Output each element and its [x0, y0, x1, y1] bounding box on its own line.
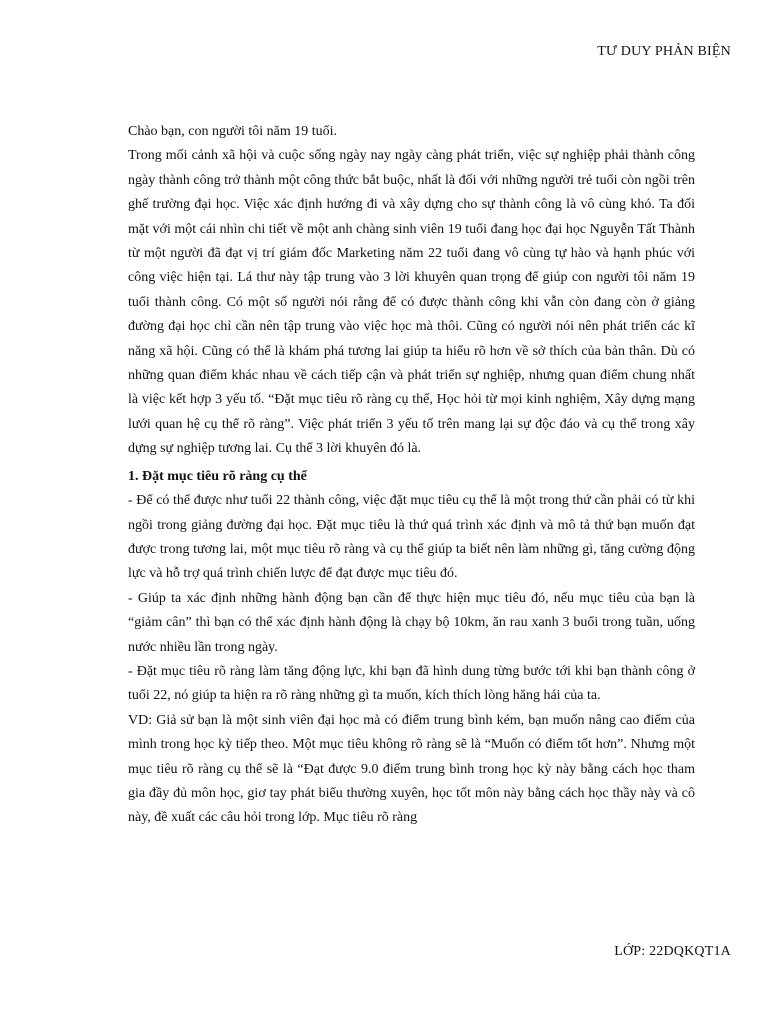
section-heading: 1. Đặt mục tiêu rõ ràng cụ thể	[128, 468, 307, 484]
intro-paragraph: Trong mối cảnh xã hội và cuộc sống ngày nay ngày càng phát triển, việc sự nghiệp phải thành công ngày thành công trở thành một công thức bắt buộc, nhất là đối với những người trẻ tuổi còn ngồi trên ghế trường đại học. Việc xác định hướng đi và xây dựng cho sự thành công là vô cùng khó. Ta đối mặt với một cái nhìn chi tiết về một anh chàng sinh viên 19 tuổi đang học đại học Nguyễn Tất Thành từ một người đã đạt vị trí giám đốc Marketing năm 22 tuổi đang vô cùng tự hào và hạnh phúc với công việc hiện tại. Lá thư này tập trung vào 3 lời khuyên quan trọng để giúp con người tôi năm 19 tuổi thành công. Có một số người nói rằng để có được thành công khi vẫn còn đang còn ở giảng đường đại học chỉ cần nên tập trung vào việc học mà thôi. Cũng có người nói nên phát triển các kĩ năng xã hội. Cũng có thể là khám phá tương lai giúp ta hiểu rõ hơn về sở thích của bản thân. Dù có những quan điểm khác nhau về cách tiếp cận và phát triển sự nghiệp, nhưng quan điểm chung nhất là việc kết hợp 3 yếu tố. “Đặt mục tiêu rõ ràng cụ thể, Học hỏi từ mọi kinh nghiệm, Xây dựng mạng lưới quan hệ cụ thể rõ ràng”. Việc phát triển 3 yếu tố trên mang lại sự độc đáo và cụ thể trong xây dựng sự nghiệp tương lai. Cụ thể 3 lời khuyên đó là.	[128, 148, 695, 457]
footer-class-label: LỚP: 22DQKQT1A	[614, 944, 731, 959]
example-paragraph: VD: Giả sử bạn là một sinh viên đại học mà có điểm trung bình kém, bạn muốn nâng cao điểm của mình trong học kỳ tiếp theo. Một mục tiêu không rõ ràng sẽ là “Muốn có điểm tốt hơn”. Nhưng một mục tiêu rõ ràng cụ thể sẽ là “Đạt được 9.0 điểm trung bình trong học kỳ này bằng cách học tham gia đầy đủ môn học, giơ tay phát biểu thường xuyên, học tốt môn này bằng cách học thầy này và cô này, đề xuất các câu hỏi trong lớp. Mục tiêu rõ ràng	[128, 712, 695, 826]
bullet-paragraph: - Giúp ta xác định những hành động bạn cần để thực hiện mục tiêu đó, nếu mục tiêu của bạn là “giảm cân” thì bạn có thể xác định hành động là chạy bộ 10km, ăn rau xanh 3 buổi trong tuần, uống nước nhiều lần trong ngày.	[128, 590, 695, 655]
greeting-paragraph: Chào bạn, con người tôi năm 19 tuổi.	[128, 124, 338, 139]
bullet-paragraph: - Đặt mục tiêu rõ ràng làm tăng động lực, khi bạn đã hình dung từng bước tới khi bạn thành công ở tuổi 22, nó giúp ta hiện ra rõ ràng những gì ta muốn, kích thích lòng hăng hái của ta.	[128, 663, 695, 704]
header-title: TƯ DUY PHẢN BIỆN	[597, 44, 731, 59]
document-body	[128, 120, 695, 831]
bullet-paragraph: - Để có thể được như tuổi 22 thành công, việc đặt mục tiêu cụ thể là một trong thứ cần phải có từ khi ngồi trong giảng đường đại học. Đặt mục tiêu là thứ quá trình xác định và mô tả thứ bạn muốn đạt được trong tương lai, một mục tiêu rõ ràng và cụ thể giúp ta biết nên làm những gì, tăng cường động lực và hỗ trợ quá trình chiến lược để đạt được mục tiêu đó.	[128, 493, 695, 582]
